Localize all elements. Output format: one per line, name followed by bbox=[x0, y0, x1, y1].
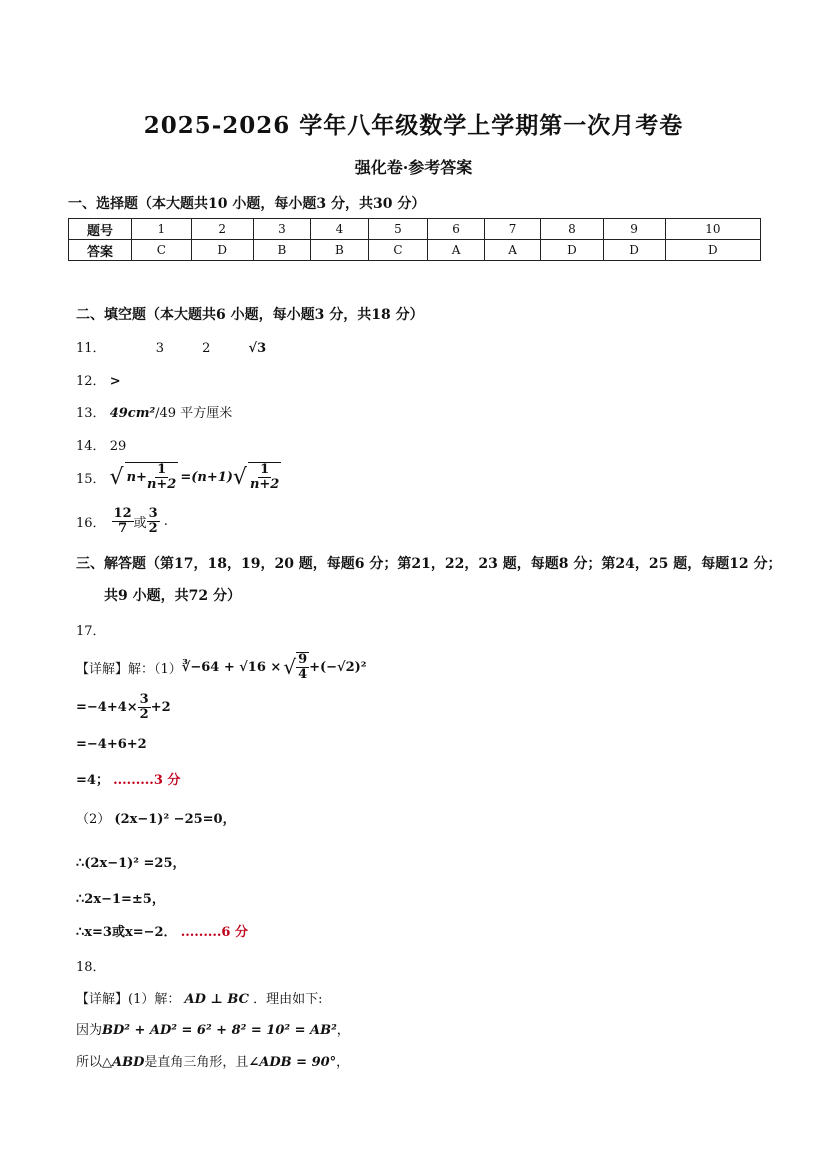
question-label: 14． bbox=[76, 439, 106, 454]
q18-line-3 bbox=[76, 1051, 349, 1070]
table-cell: 7 bbox=[484, 219, 541, 240]
section-2-heading: 二、填空题（本大题共6 小题，每小题3 分，共18 分） bbox=[76, 307, 424, 323]
math-term: +(−√2)² bbox=[309, 659, 367, 675]
fraction-numerator: 1 bbox=[157, 462, 167, 477]
detail-label: 【详解】解：（1） bbox=[76, 661, 182, 677]
fraction-numerator: 12 bbox=[113, 506, 132, 521]
fraction bbox=[296, 652, 309, 683]
sqrt-icon: √ bbox=[283, 655, 297, 680]
fraction bbox=[147, 507, 160, 537]
table-cell: C bbox=[368, 240, 428, 261]
q17-part-2 bbox=[76, 808, 236, 827]
math-term: +2 bbox=[150, 700, 171, 716]
text-run: 因为 bbox=[76, 1023, 103, 1038]
table-cell: D bbox=[665, 240, 760, 261]
table-cell: D bbox=[541, 240, 603, 261]
question-label: 15． bbox=[76, 471, 106, 487]
math-term: =4； bbox=[76, 773, 109, 788]
question-label: 13． bbox=[76, 406, 106, 421]
table-cell: D bbox=[191, 240, 253, 261]
document-title: 2025-2026 学年八年级数学上学期第一次月考卷 bbox=[143, 112, 684, 139]
math-term: 或 bbox=[133, 516, 147, 532]
question-18-label: 18． bbox=[76, 960, 106, 975]
table-cell: B bbox=[253, 240, 310, 261]
table-cell: A bbox=[428, 240, 485, 261]
section-3-heading: 三、解答题（第17，18，19，20 题，每题6 分；第21，22，23 题，每题8 分；第24，25 题，每题12 分； bbox=[76, 556, 782, 572]
table-cell: 2 bbox=[191, 219, 253, 240]
math-term: . bbox=[163, 514, 168, 530]
fraction-denominator: n+2 bbox=[249, 477, 280, 493]
answer-value: 3 bbox=[155, 341, 164, 356]
question-16 bbox=[76, 507, 168, 537]
fraction-numerator: 1 bbox=[260, 462, 270, 477]
question-13 bbox=[76, 402, 232, 421]
math-term: ∴x=3或x=−2． bbox=[76, 925, 177, 940]
math-term: n+ bbox=[126, 470, 147, 485]
table-cell: B bbox=[311, 240, 368, 261]
table-row-numbers bbox=[69, 219, 761, 240]
math-term: =(n+1) bbox=[180, 469, 233, 485]
text-run: ．理由如下: bbox=[253, 992, 323, 1007]
score-mark: .........6 分 bbox=[180, 925, 248, 940]
table-cell: 4 bbox=[311, 219, 368, 240]
math-term: (2x−1)² −25=0， bbox=[114, 812, 236, 827]
fraction-numerator: 9 bbox=[298, 652, 308, 667]
q17-step-1 bbox=[76, 693, 171, 723]
table-cell: 1 bbox=[132, 219, 192, 240]
question-15 bbox=[76, 462, 281, 493]
part-label: （2） bbox=[76, 812, 111, 827]
fraction-denominator: n+2 bbox=[146, 477, 177, 493]
document-subtitle: 强化卷·参考答案 bbox=[354, 158, 473, 177]
fraction-numerator: 3 bbox=[148, 506, 158, 521]
table-cell: D bbox=[603, 240, 665, 261]
table-cell: A bbox=[484, 240, 541, 261]
q17-part-2-line-2: ∴2x−1=±5， bbox=[76, 892, 165, 907]
table-cell: C bbox=[132, 240, 192, 261]
table-cell: 3 bbox=[253, 219, 310, 240]
math-term: △ABD bbox=[102, 1055, 145, 1070]
q17-step-3 bbox=[76, 769, 180, 788]
radicand bbox=[125, 462, 179, 493]
answer-value: > bbox=[109, 374, 121, 389]
answer-table bbox=[68, 218, 761, 261]
math-term: BD² + AD² = 6² + 8² = 10² = AB² bbox=[102, 1023, 337, 1038]
q17-part-2-line-3 bbox=[76, 921, 248, 940]
fraction-denominator: 2 bbox=[148, 521, 158, 537]
fraction-denominator: 4 bbox=[298, 667, 308, 683]
q18-line-1 bbox=[76, 988, 322, 1007]
q17-part-2-line-1: ∴(2x−1)² =25， bbox=[76, 856, 186, 871]
question-11 bbox=[76, 337, 266, 356]
math-term: =−4+4× bbox=[76, 700, 138, 716]
section-3-heading-cont: 共9 小题，共72 分） bbox=[104, 588, 241, 604]
table-cell: 6 bbox=[428, 219, 485, 240]
fraction-denominator: 7 bbox=[118, 521, 128, 537]
table-header-question: 题号 bbox=[69, 219, 132, 240]
answer-value: 2 bbox=[202, 341, 211, 356]
table-cell: 5 bbox=[368, 219, 428, 240]
text-run: ， bbox=[336, 1023, 350, 1038]
sqrt-icon: √ bbox=[232, 464, 247, 490]
q18-line-2 bbox=[76, 1019, 350, 1038]
fraction bbox=[112, 507, 134, 537]
q17-expression bbox=[76, 652, 366, 683]
math-term: ∛−64 + √16 × bbox=[181, 659, 282, 675]
answer-value: /49 平方厘米 bbox=[155, 406, 233, 421]
fraction-numerator: 3 bbox=[139, 692, 149, 707]
math-term: ∠ADB = 90° bbox=[248, 1055, 337, 1070]
q17-step-2: =−4+6+2 bbox=[76, 737, 147, 752]
section-1-heading: 一、选择题（本大题共10 小题，每小题3 分，共30 分） bbox=[68, 196, 426, 212]
answer-value: 49cm² bbox=[109, 406, 156, 421]
fraction bbox=[147, 463, 176, 493]
question-14 bbox=[76, 435, 126, 454]
answer-value: 29 bbox=[109, 439, 127, 454]
table-cell: 9 bbox=[603, 219, 665, 240]
fraction-denominator: 2 bbox=[139, 707, 149, 723]
sqrt-icon: √ bbox=[109, 464, 124, 490]
question-17-label: 17． bbox=[76, 624, 106, 639]
table-header-answer: 答案 bbox=[69, 240, 132, 261]
fraction bbox=[250, 463, 279, 493]
text-run: 是直角三角形，且 bbox=[144, 1055, 249, 1070]
math-term: AD ⊥ BC bbox=[184, 992, 249, 1007]
question-label: 12． bbox=[76, 374, 106, 389]
text-run: ， bbox=[336, 1055, 350, 1070]
answer-value: √3 bbox=[248, 341, 267, 356]
text-run: 所以 bbox=[76, 1055, 103, 1070]
question-12 bbox=[76, 370, 121, 389]
table-cell: 10 bbox=[665, 219, 760, 240]
radicand bbox=[248, 462, 281, 493]
question-label: 11． bbox=[76, 341, 106, 356]
fraction bbox=[138, 693, 151, 723]
detail-label: 【详解】(1）解： bbox=[76, 992, 181, 1007]
table-row-answers bbox=[69, 240, 761, 261]
table-cell: 8 bbox=[541, 219, 603, 240]
score-mark: .........3 分 bbox=[113, 773, 181, 788]
question-label: 16． bbox=[76, 516, 106, 532]
